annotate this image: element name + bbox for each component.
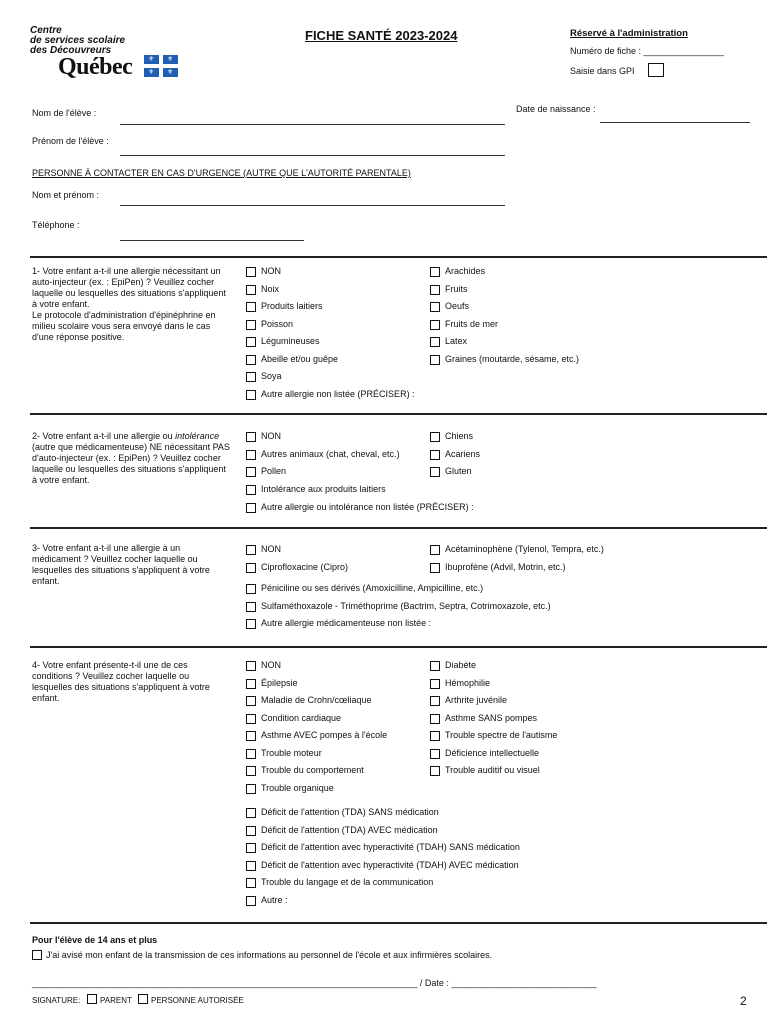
option-label-graines-moutarde-sesame-etc: Graines (moutarde, sésame, etc.) [445,353,580,364]
dob-label: Date de naissance : [516,104,596,114]
checkbox-non[interactable] [246,661,256,671]
org-name-line-3: des Découvreurs [30,45,112,56]
checkbox-non[interactable] [246,545,256,555]
option-label-asthme-avec-pompes-a-l-ecole: Asthme AVEC pompes à l'école [261,730,388,740]
option-label-deficit-de-l-attention-tda-sans-medicati: Déficit de l'attention (TDA) SANS médication [261,807,439,817]
signature-label: SIGNATURE: [32,996,81,1005]
option-label-autre: Autre : [261,894,288,905]
option-label-autre-allergie-medicamenteuse-non-listee: Autre allergie médicamenteuse non listée : [261,618,432,628]
option-label-deficit-de-l-attention-avec-hyperactivit: Déficit de l'attention avec hyperactivité (TDAH) SANS médication [261,842,520,852]
quebec-wordmark: Québec [58,54,133,80]
checkbox-maladie-de-crohn-c-liaque[interactable] [246,696,256,706]
option-label-ibuprofene-advil-motrin-etc: Ibuprofène (Advil, Motrin, etc.) [445,561,566,572]
checkbox-non[interactable] [246,432,256,442]
option-label-autres-animaux-chat-cheval-etc: Autres animaux (chat, cheval, etc.) [261,448,400,459]
question-3-text: 3- Votre enfant a-t-il une allergie à un médicament ? Veuillez cocher laquelle ou lesquelles des situations s'appliquent à votre enfant. [32,543,210,586]
option-label-non: NON [261,660,281,670]
consent-checkbox[interactable] [32,950,42,960]
signature-date-line[interactable]: _____________________________________________________________________________ / Date : _____________________________ [32,978,597,988]
emergency-phone-field[interactable] [120,240,304,241]
fiche-number-field[interactable]: Numéro de fiche : ________________ [570,46,724,56]
gpi-label: Saisie dans GPI [570,66,635,76]
question-2 [32,431,230,486]
option-label-abeille-et-ou-guepe: Abeille et/ou guêpe [261,353,339,364]
option-label-noix: Noix [261,283,280,294]
checkbox-trouble-moteur[interactable] [246,749,256,759]
checkbox-trouble-auditif-ou-visuel[interactable] [430,766,440,776]
checkbox-acetaminophene-tylenol-tempra-etc[interactable] [430,545,440,555]
option-label-sulfamethoxazole-trimethoprime-bactrim-s: Sulfaméthoxazole - Triméthoprime (Bactrim, Septra, Cotrimoxazole, etc.) [261,600,551,611]
checkbox-arthrite-juvenile[interactable] [430,696,440,706]
parent-checkbox[interactable] [87,994,97,1004]
checkbox-poisson[interactable] [246,320,256,330]
checkbox-epilepsie[interactable] [246,679,256,689]
checkbox-asthme-avec-pompes-a-l-ecole[interactable] [246,731,256,741]
emergency-name-field[interactable] [120,205,505,206]
checkbox-asthme-sans-pompes[interactable] [430,714,440,724]
quebec-flag-icon: ⚜ ⚜ ⚜ ⚜ [144,55,178,77]
checkbox-autre-allergie-medicamenteuse-non-listee[interactable] [246,619,256,629]
checkbox-sulfamethoxazole-trimethoprime-bactrim-s[interactable] [246,602,256,612]
checkbox-deficit-de-l-attention-avec-hyperactivit[interactable] [246,843,256,853]
option-label-acariens: Acariens [445,448,481,459]
checkbox-hemophilie[interactable] [430,679,440,689]
footer-title: Pour l'élève de 14 ans et plus [32,935,158,945]
checkbox-fruits[interactable] [430,285,440,295]
question-3 [32,543,230,587]
option-label-intolerance-aux-produits-laitiers: Intolérance aux produits laitiers [261,484,386,494]
authorized-person-label: PERSONNE AUTORISÉE [151,996,244,1005]
option-label-latex: Latex [445,336,468,346]
section-divider [30,922,767,924]
consent-text: J'ai avisé mon enfant de la transmission de ces informations au personnel de l'école et aux infirmières scolaires. [46,950,493,960]
option-label-fruits-de-mer: Fruits de mer [445,318,499,329]
student-name-label: Nom de l'élève : [32,108,97,118]
gpi-checkbox[interactable] [648,63,664,77]
checkbox-trouble-organique[interactable] [246,784,256,794]
option-label-trouble-moteur: Trouble moteur [261,747,322,758]
checkbox-oeufs[interactable] [430,302,440,312]
checkbox-produits-laitiers[interactable] [246,302,256,312]
checkbox-chiens[interactable] [430,432,440,442]
question-1-note: Le protocole d'administration d'épinéphrine en milieu scolaire vous sera envoyé dans le cas d'une réponse positive. [32,310,216,342]
checkbox-intolerance-aux-produits-laitiers[interactable] [246,485,256,495]
emergency-name-label: Nom et prénom : [32,190,100,200]
checkbox-acariens[interactable] [430,450,440,460]
option-label-soya: Soya [261,371,282,381]
checkbox-autre-allergie-ou-intolerance-non-listee[interactable] [246,503,256,513]
checkbox-ciprofloxacine-cipro[interactable] [246,563,256,573]
checkbox-abeille-et-ou-guepe[interactable] [246,355,256,365]
checkbox-ibuprofene-advil-motrin-etc[interactable] [430,563,440,573]
admin-title: Réservé à l'administration [570,28,688,39]
checkbox-autre[interactable] [246,896,256,906]
section-divider [30,646,767,648]
option-label-trouble-du-langage-et-de-la-communicatio: Trouble du langage et de la communication [261,877,434,887]
option-label-epilepsie: Épilepsie [261,677,298,688]
option-label-autre-allergie-non-listee-preciser: Autre allergie non listée (PRÉCISER) : [261,388,415,399]
option-label-deficience-intellectuelle: Déficience intellectuelle [445,747,540,758]
option-label-trouble-spectre-de-l-autisme: Trouble spectre de l'autisme [445,730,558,740]
authorized-person-checkbox[interactable] [138,994,148,1004]
question-2-text-rest: (autre que médicamenteuse) NE nécessitant PAS d'auto-injecteur (ex. : EpiPen) ? Veuillez cocher laquelle ou lesquelles des situations s'appliquent à votre enfant. [32,442,230,485]
checkbox-autre-allergie-non-listee-preciser[interactable] [246,390,256,400]
option-label-arachides: Arachides [445,266,486,276]
option-label-autre-allergie-ou-intolerance-non-listee: Autre allergie ou intolérance non listée (PRÉCISER) : [261,501,474,512]
section-divider [30,413,767,415]
section-divider [30,256,767,258]
page-title: FICHE SANTÉ 2023-2024 [305,28,458,43]
checkbox-deficit-de-l-attention-tda-sans-medicati[interactable] [246,808,256,818]
option-label-non: NON [261,544,281,554]
question-4 [32,660,230,704]
option-label-deficit-de-l-attention-avec-hyperactivit: Déficit de l'attention avec hyperactivité (TDAH) AVEC médication [261,859,519,870]
checkbox-diabete[interactable] [430,661,440,671]
option-label-asthme-sans-pompes: Asthme SANS pompes [445,712,538,723]
option-label-condition-cardiaque: Condition cardiaque [261,712,342,723]
option-label-diabete: Diabète [445,660,477,670]
option-label-ciprofloxacine-cipro: Ciprofloxacine (Cipro) [261,561,349,572]
org-name-line-1: Centre [30,25,62,36]
emergency-heading: PERSONNE À CONTACTER EN CAS D'URGENCE (AUTRE QUE L'AUTORITÉ PARENTALE) [32,168,411,178]
checkbox-arachides[interactable] [430,267,440,277]
checkbox-trouble-du-comportement[interactable] [246,766,256,776]
question-2-emphasis: intolérance [175,431,220,441]
option-label-produits-laitiers: Produits laitiers [261,301,323,311]
checkbox-legumineuses[interactable] [246,337,256,347]
option-label-hemophilie: Hémophilie [445,677,491,688]
option-label-trouble-auditif-ou-visuel: Trouble auditif ou visuel [445,765,540,775]
checkbox-noix[interactable] [246,285,256,295]
checkbox-condition-cardiaque[interactable] [246,714,256,724]
option-label-poisson: Poisson [261,318,294,329]
checkbox-soya[interactable] [246,372,256,382]
section-divider [30,527,767,529]
option-label-pollen: Pollen [261,466,287,476]
option-label-gluten: Gluten [445,466,472,476]
option-label-oeufs: Oeufs [445,301,470,311]
question-1 [32,266,230,343]
checkbox-gluten[interactable] [430,467,440,477]
question-4-text: 4- Votre enfant présente-t-il une de ces conditions ? Veuillez cocher laquelle ou lesquelles des situations s'appliquent à votre enfant. [32,660,210,703]
student-name-field[interactable] [120,124,505,125]
checkbox-autres-animaux-chat-cheval-etc[interactable] [246,450,256,460]
option-label-peniciline-ou-ses-derives-amoxicilline-a: Péniciline ou ses dérivés (Amoxicilline, Ampicilline, etc.) [261,583,484,593]
option-label-chiens: Chiens [445,431,474,441]
student-firstname-label: Prénom de l'élève : [32,136,109,146]
emergency-phone-label: Téléphone : [32,220,80,230]
option-label-maladie-de-crohn-c-liaque: Maladie de Crohn/cœliaque [261,695,372,705]
option-label-trouble-du-comportement: Trouble du comportement [261,765,364,775]
org-name-line-2: de services scolaire [30,35,126,46]
dob-field[interactable] [600,122,750,123]
option-label-legumineuses: Légumineuses [261,336,320,346]
option-label-trouble-organique: Trouble organique [261,782,334,793]
checkbox-deficit-de-l-attention-avec-hyperactivit[interactable] [246,861,256,871]
checkbox-graines-moutarde-sesame-etc[interactable] [430,355,440,365]
checkbox-latex[interactable] [430,337,440,347]
question-1-text: 1- Votre enfant a-t-il une allergie nécessitant un auto-injecteur (ex. : EpiPen) ? Veuillez cocher laquelle ou lesquelles des situations s'appliquent à votre enfant. [32,266,226,309]
option-label-arthrite-juvenile: Arthrite juvénile [445,695,508,705]
option-label-acetaminophene-tylenol-tempra-etc: Acétaminophène (Tylenol, Tempra, etc.) [445,544,604,554]
checkbox-trouble-spectre-de-l-autisme[interactable] [430,731,440,741]
checkbox-non[interactable] [246,267,256,277]
option-label-non: NON [261,431,281,441]
option-label-non: NON [261,266,281,276]
page-number: 2 [740,994,747,1008]
checkbox-fruits-de-mer[interactable] [430,320,440,330]
parent-label: PARENT [100,996,132,1005]
checkbox-trouble-du-langage-et-de-la-communicatio[interactable] [246,878,256,888]
checkbox-deficience-intellectuelle[interactable] [430,749,440,759]
option-label-deficit-de-l-attention-tda-avec-medicati: Déficit de l'attention (TDA) AVEC médication [261,824,438,835]
question-2-text: 2- Votre enfant a-t-il une allergie ou [32,431,176,441]
checkbox-peniciline-ou-ses-derives-amoxicilline-a[interactable] [246,584,256,594]
checkbox-deficit-de-l-attention-tda-avec-medicati[interactable] [246,826,256,836]
student-firstname-field[interactable] [120,155,505,156]
option-label-fruits: Fruits [445,283,468,294]
checkbox-pollen[interactable] [246,467,256,477]
